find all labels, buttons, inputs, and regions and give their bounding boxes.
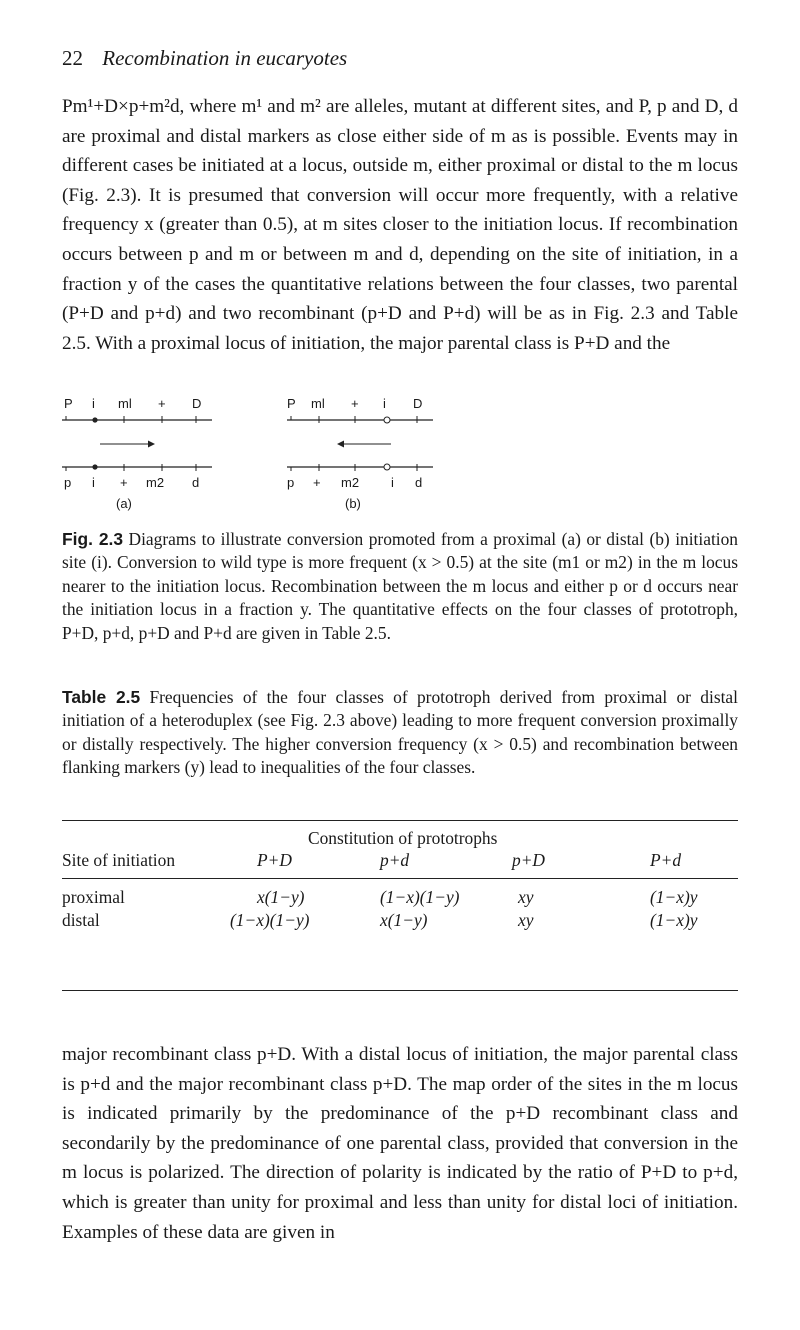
diagram-b-top-label: + bbox=[351, 396, 359, 411]
diagram-a-top-label: i bbox=[92, 396, 95, 411]
diagram-b-sublabel: (b) bbox=[345, 496, 361, 511]
diagram-b-bottom-label: + bbox=[313, 475, 321, 490]
figure-caption-label: Fig. 2.3 bbox=[62, 529, 124, 549]
diagram-b-top-label: ml bbox=[311, 396, 325, 411]
table-row-label: proximal bbox=[62, 887, 125, 907]
table-cell: x(1−y) bbox=[257, 887, 305, 907]
table-mid-rule bbox=[62, 878, 738, 879]
table-header-cell: p+d bbox=[380, 850, 410, 870]
table-cell: (1−x)(1−y) bbox=[230, 910, 310, 930]
table-caption-text: Frequencies of the four classes of prototroph derived from proximal or distal initiation of a heteroduplex (see Fig. 2.3 above) leading to more frequent conversion proximally or distally respectively. The higher conversion frequency (x > 0.5) and recombination between flanking markers (y) lead to inequalities of the four classes. bbox=[62, 687, 738, 778]
table-cell: (1−x)(1−y) bbox=[380, 887, 460, 907]
table-caption bbox=[62, 686, 738, 780]
diagram-b-top-label: i bbox=[383, 396, 386, 411]
table-row-label: distal bbox=[62, 910, 100, 930]
table-group-header: Constitution of prototrophs bbox=[308, 828, 498, 848]
body-paragraph-1: Pm¹+D×p+m²d, where m¹ and m² are alleles, mutant at different sites, and P, p and D, d are proximal and distal markers as close either side of m as is possible. Events may in different cases be initiated at a locus, outside m, either proximal or distal to the m locus (Fig. 2.3). It is presumed that conversion will occur more frequently, with a relative frequency x (greater than 0.5), at m sites closer to the initiation locus. If recombination occurs between p and m or between m and d, depending on the site of initiation, in a fraction y of the cases the quantitative relations between the four classes, two parental (P+D and p+d) and two recombinant (p+D and P+d) will be as in Fig. 2.3 and Table 2.5. With a proximal locus of initiation, the major parental class is P+D and the bbox=[62, 96, 738, 354]
table-cell: xy bbox=[518, 887, 534, 907]
diagram-a-sublabel: (a) bbox=[116, 496, 132, 511]
diagram-a-bottom-label: i bbox=[92, 475, 95, 490]
table-header-cell: P+d bbox=[650, 850, 682, 870]
page-number: 22 bbox=[62, 46, 83, 70]
body-paragraph-2: major recombinant class p+D. With a distal locus of initiation, the major parental class is p+d and the major recombinant class p+D. The map order of the sites in the m locus is indicated primarily by the predominance of the p+D recombinant class and secondarily by the predominance of one parental class, provided that conversion in the m locus is polarized. The direction of polarity is indicated by the ratio of P+D to p+d, which is greater than unity for proximal and less than unity for distal loci of initiation. Examples of these data are given in bbox=[62, 1044, 738, 1243]
table-cell: x(1−y) bbox=[380, 910, 428, 930]
diagram-a-top-label: D bbox=[192, 396, 202, 411]
diagram-a-top-label: P bbox=[64, 396, 73, 411]
table-top-rule bbox=[62, 820, 738, 821]
diagram-a-top-label: + bbox=[158, 396, 166, 411]
table-header-cell: Site of initiation bbox=[62, 850, 176, 870]
table-cell: xy bbox=[518, 910, 534, 930]
table-cell: (1−x)y bbox=[650, 910, 698, 930]
diagram-a-bottom-label: + bbox=[120, 475, 128, 490]
diagram-b-top-label: P bbox=[287, 396, 296, 411]
page-header bbox=[62, 46, 347, 71]
diagram-b-top-label: D bbox=[413, 396, 423, 411]
table-header-cell: p+D bbox=[512, 850, 545, 870]
diagram-b-bottom-label: i bbox=[391, 475, 394, 490]
diagram-b-bottom-label: p bbox=[287, 475, 295, 490]
diagram-b-bottom-label: d bbox=[415, 475, 423, 490]
diagram-a-bottom-label: p bbox=[64, 475, 72, 490]
diagram-b-bottom-label: m2 bbox=[341, 475, 360, 490]
diagram-a-bottom-label: m2 bbox=[146, 475, 165, 490]
figure-2-3 bbox=[62, 396, 482, 516]
diagram-a-bottom-label: d bbox=[192, 475, 200, 490]
diagram-a-top-label: ml bbox=[118, 396, 132, 411]
table-caption-label: Table 2.5 bbox=[62, 687, 141, 707]
table-header-cell: P+D bbox=[257, 850, 292, 870]
running-title: Recombination in eucaryotes bbox=[102, 46, 348, 70]
table-bottom-rule bbox=[62, 990, 738, 991]
table-cell: (1−x)y bbox=[650, 887, 698, 907]
figure-caption bbox=[62, 528, 738, 645]
figure-caption-text: Diagrams to illustrate conversion promoted from a proximal (a) or distal (b) initiation site (i). Conversion to wild type is more frequent (x > 0.5) at the site (m1 or m2) in the m locus nearer to the initiation locus. Recombination between the m locus and either p or d occurs near the initiation locus in a fraction y. The quantitative effects on the four classes of prototroph, P+D, p+d, p+D and P+d are given in Table 2.5. bbox=[62, 529, 738, 643]
